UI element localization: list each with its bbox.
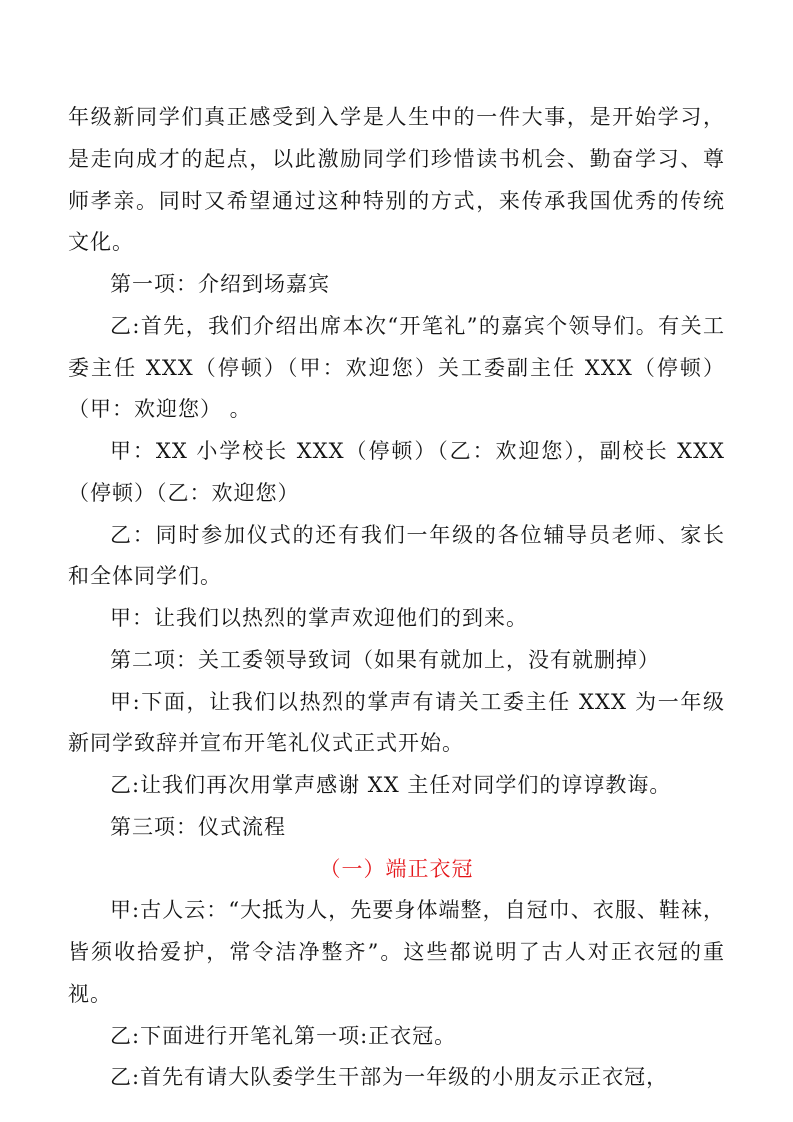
heading-item-1: 第一项：介绍到场嘉宾 — [110, 272, 330, 296]
paragraph-jia-ancient-quote: 甲:古人云：“大抵为人，先要身体端整，自冠巾、衣服、鞋袜，皆须收拾爱护，常令洁净整齐”。这些都说明了古人对正衣冠的重视。 — [68, 898, 725, 1006]
heading-item-3: 第三项：仪式流程 — [110, 814, 286, 839]
paragraph-jia-applause-welcome: 甲：让我们以热烈的掌声欢迎他们的到来。 — [110, 606, 528, 630]
paragraph-yi-introduce-guests: 乙:首先，我们介绍出席本次“开笔礼”的嘉宾个领导们。有关工委主任 XXX（停顿）（甲：欢迎您）关工委副主任 XXX（停顿）（甲：欢迎您） 。 — [68, 313, 725, 422]
paragraph-jia-invite-director: 甲:下面，让我们以热烈的掌声有请关工委主任 XXX 为一年级新同学致辞并宣布开笔礼仪式正式开始。 — [68, 689, 725, 756]
paragraph-yi-other-attendees: 乙：同时参加仪式的还有我们一年级的各位辅导员老师、家长和全体同学们。 — [68, 522, 725, 589]
paragraph-jia-principal-intro: 甲：XX 小学校长 XXX（停顿）（乙：欢迎您），副校长 XXX（停顿）（乙：欢迎您） — [68, 439, 725, 505]
paragraph-yi-first-step-attire: 乙:下面进行开笔礼第一项:正衣冠。 — [110, 1023, 457, 1048]
paragraph-yi-invite-student-cadres: 乙:首先有请大队委学生干部为一年级的小朋友示正衣冠， — [110, 1065, 669, 1090]
heading-item-2: 第二项：关工委领导致词（如果有就加上，没有就删掉） — [110, 647, 660, 672]
section-heading-correct-attire: （一）端正衣冠 — [319, 856, 474, 881]
paragraph-opening-continuation: 年级新同学们真正感受到入学是人生中的一件大事，是开始学习，是走向成才的起点，以此激励同学们珍惜读书机会、勤奋学习、尊师孝亲。同时又希望通过这种特别的方式，来传承我国优秀的传统文化。 — [68, 105, 725, 255]
paragraph-yi-thanks-director: 乙:让我们再次用掌声感谢 XX 主任对同学们的谆谆教诲。 — [110, 773, 672, 797]
